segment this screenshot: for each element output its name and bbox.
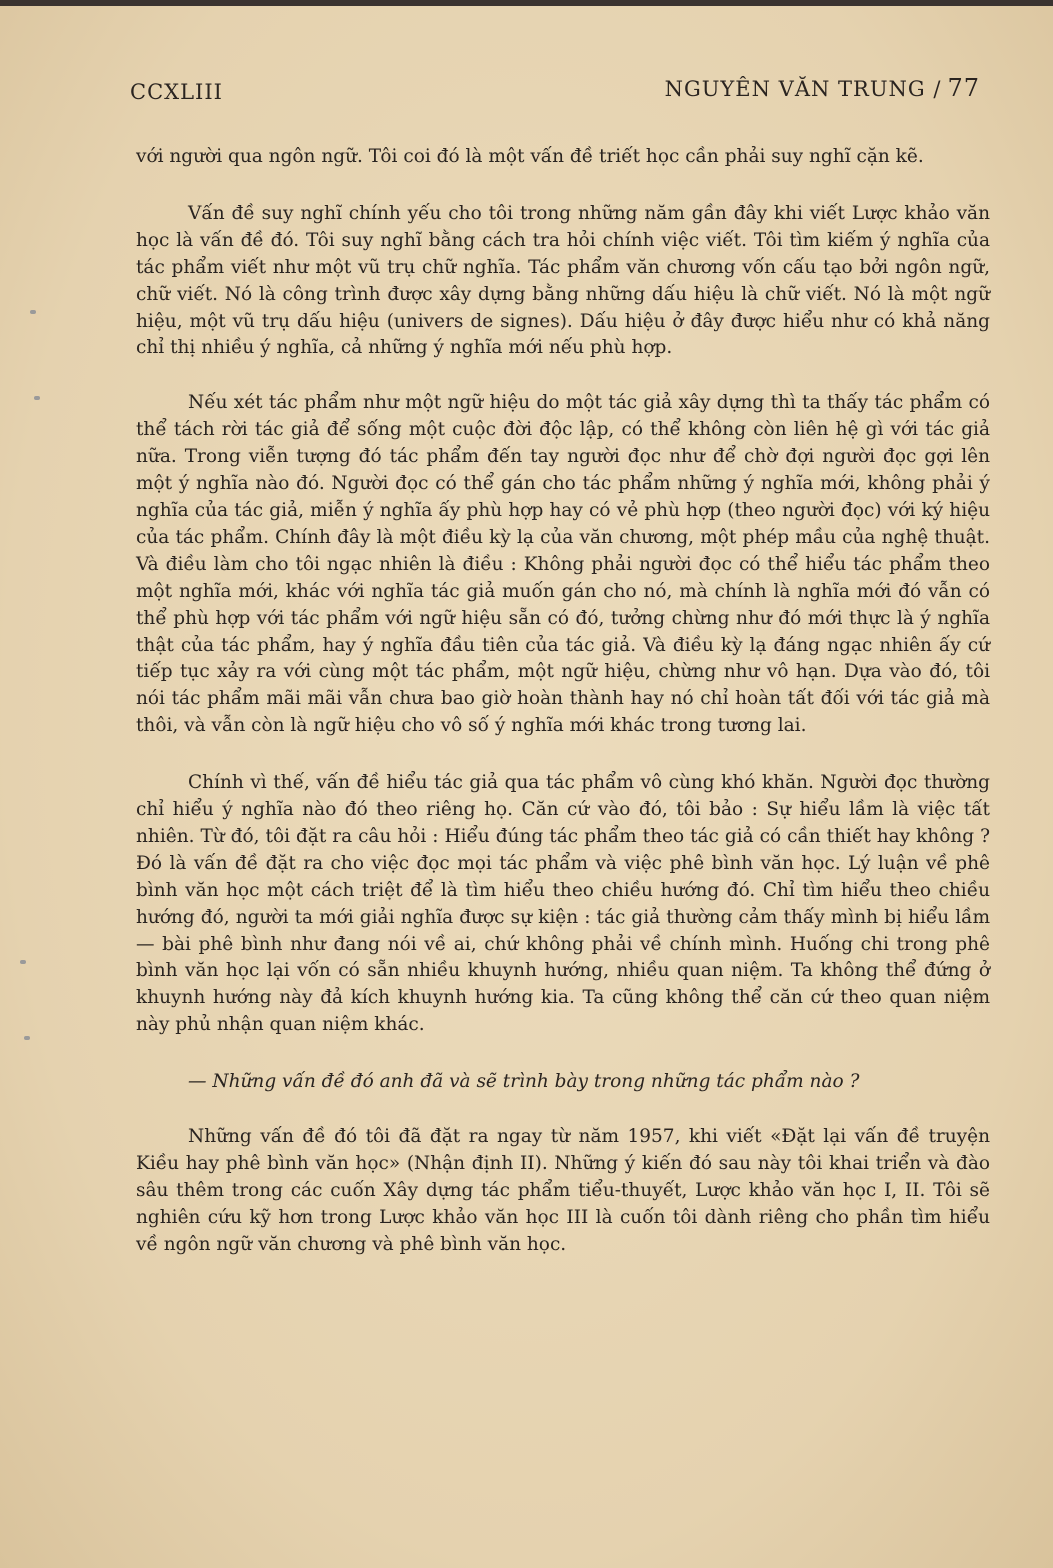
binding-hole-mark	[34, 396, 40, 400]
binding-hole-mark	[30, 310, 36, 314]
paragraph: Chính vì thế, vấn đề hiểu tác giả qua tác phẩm vô cùng khó khăn. Người đọc thường chỉ hiểu ý nghĩa nào đó theo riêng họ. Căn cứ vào đó, tôi bảo : Sự hiểu lầm là việc tất nhiên. Từ đó, tôi đặt ra câu hỏi : Hiểu đúng tác phẩm theo tác giả có cần thiết hay không ? Đó là vấn đề đặt ra cho việc đọc mọi tác phẩm và việc phê bình văn học. Lý luận về phê bình văn học một cách triệt để là tìm hiểu theo chiều hướng đó. Chỉ tìm hiểu theo chiều hướng đó, người ta mới giải nghĩa được sự kiện : tác giả thường cảm thấy mình bị hiểu lầm — bài phê bình như đang nói về ai, chứ không phải về chính mình. Huống chi trong phê bình văn học lại vốn có sẵn nhiều khuynh hướng, nhiều quan niệm. Ta không thể đứng ở khuynh hướng này đả kích khuynh hướng kia. Ta cũng không thể căn cứ theo quan niệm này phủ nhận quan niệm khác.	[136, 772, 990, 1036]
author-name: NGUYÊN VĂN TRUNG /	[664, 77, 942, 101]
interview-question: — Những vấn đề đó anh đã và sẽ trình bày trong những tác phẩm nào ?	[188, 1071, 860, 1093]
binding-hole-mark	[24, 1036, 30, 1040]
binding-hole-mark	[20, 960, 26, 964]
paragraph-continuation: với người qua ngôn ngữ. Tôi coi đó là một vấn đề triết học cần phải suy nghĩ cặn kẽ.	[136, 146, 924, 167]
page-number: 77	[947, 74, 980, 102]
author-and-page	[665, 74, 980, 102]
section-numeral: CCXLIII	[130, 80, 223, 104]
paragraph: Những vấn đề đó tôi đã đặt ra ngay từ năm 1957, khi viết «Đặt lại vấn đề truyện Kiều hay phê bình văn học» (Nhận định II). Những ý kiến đó sau này tôi khai triển và đào sâu thêm trong các cuốn Xây dựng tác phẩm tiểu-thuyết, Lược khảo văn học I, II. Tôi sẽ nghiên cứu kỹ hơn trong Lược khảo văn học III là cuốn tôi dành riêng cho phần tìm hiểu về ngôn ngữ văn chương và phê bình văn học.	[136, 1126, 990, 1255]
paragraph: Nếu xét tác phẩm như một ngữ hiệu do một tác giả xây dựng thì ta thấy tác phẩm có thể tách rời tác giả để sống một cuộc đời độc lập, có thể không còn liên hệ gì với tác giả nữa. Trong viễn tượng đó tác phẩm đến tay người đọc như để chờ đợi người đọc gợi lên một ý nghĩa nào đó. Người đọc có thể gán cho tác phẩm những ý nghĩa mới, không phải ý nghĩa của tác giả, miễn ý nghĩa ấy phù hợp hay có vẻ phù hợp (theo người đọc) với ký hiệu của tác phẩm. Chính đây là một điều kỳ lạ của văn chương, một phép mầu của nghệ thuật. Và điều làm cho tôi ngạc nhiên là điều : Không phải người đọc có thể hiểu tác phẩm theo một nghĩa mới, khác với nghĩa tác giả muốn gán cho nó, mà chính là nghĩa mới đó vẫn có thể phù hợp với tác phẩm với ngữ hiệu sẵn có đó, tưởng chừng như đó mới thực là ý nghĩa thật của tác phẩm, hay ý nghĩa đầu tiên của tác giả. Và điều kỳ lạ đáng ngạc nhiên ấy cứ tiếp tục xảy ra với cùng một tác phẩm, một ngữ hiệu, chừng như vô hạn. Dựa vào đó, tôi nói tác phẩm mãi mãi vẫn chưa bao giờ hoàn thành hay nó chỉ hoàn tất đối với tác giả mà thôi, và vẫn còn là ngữ hiệu cho vô số ý nghĩa mới khác trong tương lai.	[136, 392, 990, 737]
page-top-edge	[0, 0, 1053, 6]
body-text	[136, 144, 990, 1259]
running-header	[130, 74, 980, 110]
paragraph: Vấn đề suy nghĩ chính yếu cho tôi trong những năm gần đây khi viết Lược khảo văn học là vấn đề đó. Tôi suy nghĩ bằng cách tra hỏi chính việc viết. Tôi tìm kiếm ý nghĩa của tác phẩm viết như một vũ trụ chữ nghĩa. Tác phẩm văn chương vốn cấu tạo bởi ngôn ngữ, chữ viết. Nó là công trình được xây dựng bằng những dấu hiệu là chữ viết. Nó là một ngữ hiệu, một vũ trụ dấu hiệu (univers de signes). Dấu hiệu ở đây được hiểu như có khả năng chỉ thị nhiều ý nghĩa, cả những ý nghĩa mới nếu phù hợp.	[136, 202, 990, 359]
